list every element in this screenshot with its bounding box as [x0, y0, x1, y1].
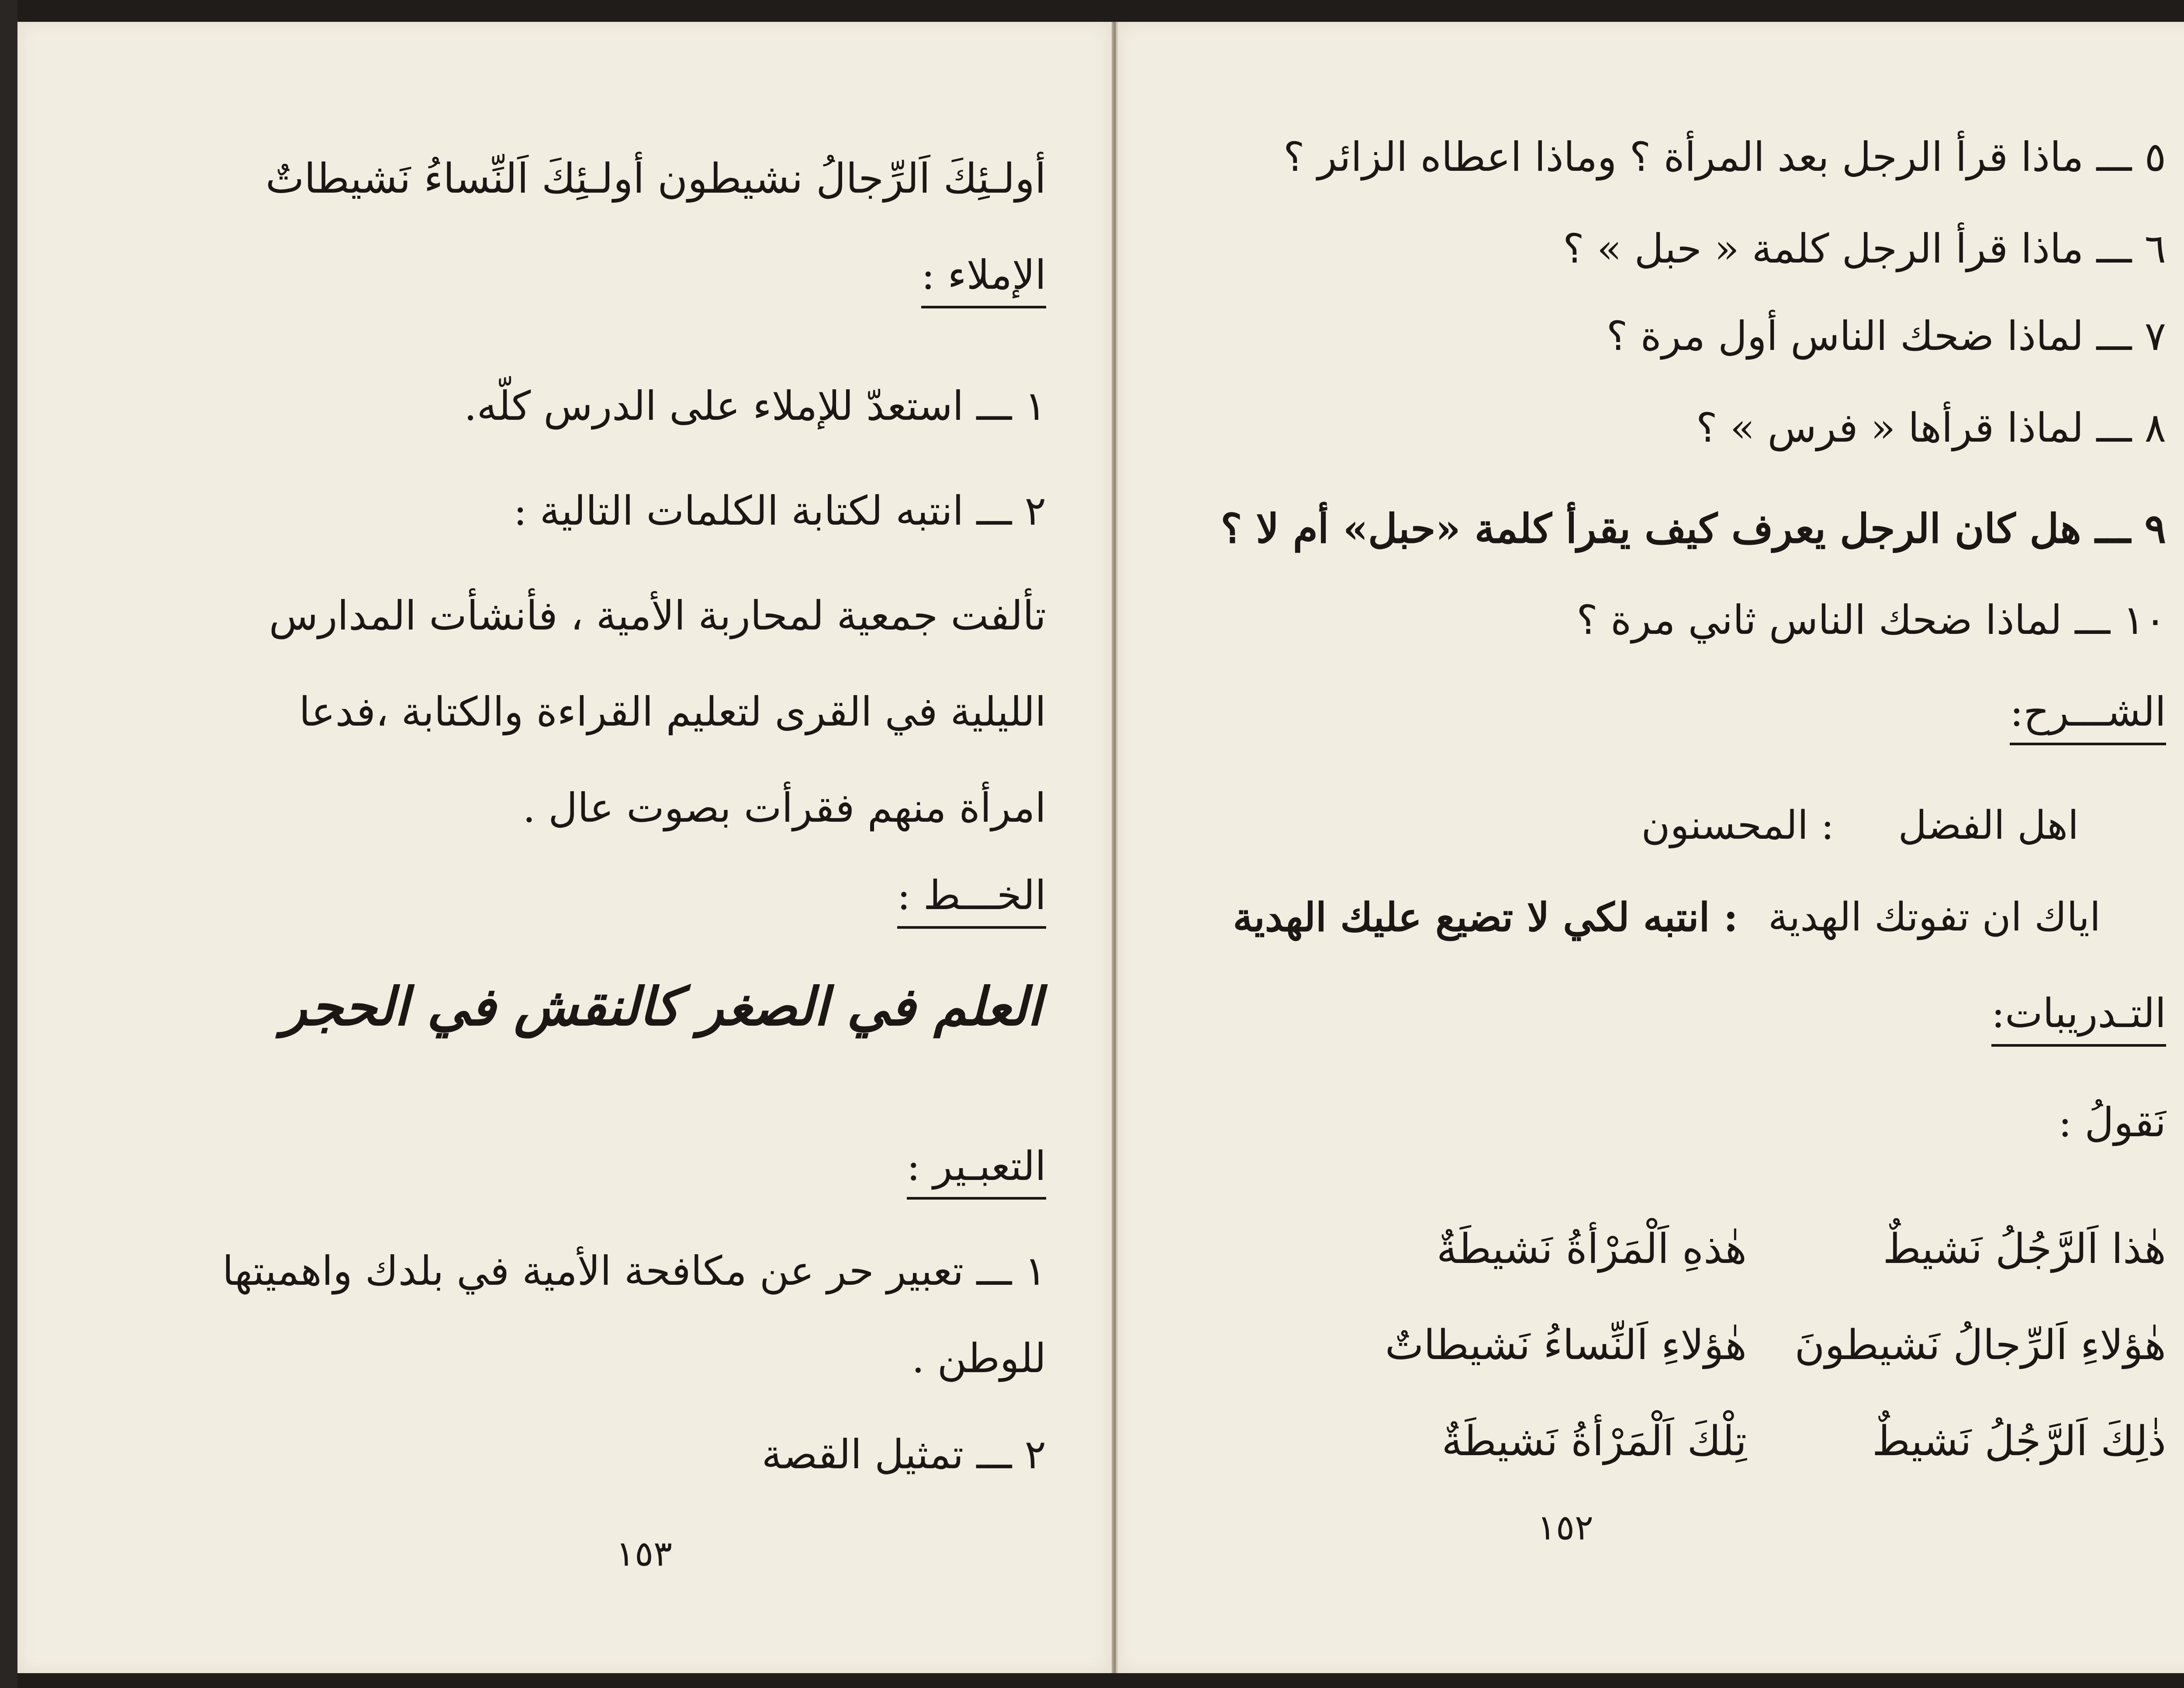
example-pair-1: [1371, 1223, 2166, 1276]
demonstrative-line: أولـئِكَ اَلرِّجالُ نشيطون أولـئِكَ اَلنِّساءُ نَشيطاتٌ: [265, 155, 1046, 203]
tabir-heading: التعبـير :: [907, 1140, 1046, 1200]
sharh-heading: الشـــرح:: [2010, 686, 2166, 745]
question-9: ٩ ـــ هل كان الرجل يعرف كيف يقرأ كلمة «حبل» أم لا ؟: [1220, 505, 2166, 552]
example-masculine: هٰؤلاءِ اَلرِّجالُ نَشيطونَ: [1794, 1321, 2166, 1369]
definition-term: اهل الفضل: [1898, 802, 2079, 848]
definition-row-2: [1233, 891, 2101, 944]
example-feminine: تِلْكَ اَلْمَرْأةُ نَشيطَةٌ: [1441, 1418, 1747, 1465]
left-page-column: [85, 22, 1046, 1638]
tabir-item-2: ٢ ـــ تمثيل القصة: [761, 1431, 1046, 1478]
definition-term: اياك ان تفوتك الهدية: [1768, 894, 2101, 940]
question-7: ٧ ـــ لماذا ضحك الناس أول مرة ؟: [1606, 313, 2166, 360]
tadribat-heading: التـدريبات:: [1991, 987, 2166, 1047]
left-page: [17, 22, 1113, 1673]
question-6: ٦ ـــ ماذا قرأ الرجل كلمة « حبل » ؟: [1563, 225, 2166, 272]
example-pair-3: [1371, 1415, 2166, 1468]
page-number-right: ١٥٢: [1537, 1507, 1593, 1548]
page-number-left: ١٥٣: [616, 1533, 672, 1574]
paragraph-line-1: تألفت جمعية لمحاربة الأمية ، فأنشأت المدارس: [269, 592, 1046, 639]
definition-meaning: : انتبه لكي لا تضيع عليك الهدية: [1233, 894, 1738, 941]
tabir-item-1-cont: للوطن .: [912, 1335, 1046, 1382]
khatt-heading: الخـــط :: [897, 869, 1046, 929]
right-page-column: [1161, 22, 2166, 1638]
example-feminine: هٰذهِ اَلْمَرْأةُ نَشيطَةٌ: [1436, 1225, 1747, 1273]
imla-item-2: ٢ ـــ انتبه لكتابة الكلمات التالية :: [513, 488, 1046, 534]
example-masculine: هٰذا اَلرَّجُلُ نَشيطٌ: [1883, 1225, 2166, 1273]
example-feminine: هٰؤلاءِ اَلنِّساءُ نَشيطاتٌ: [1385, 1321, 1747, 1369]
question-5: ٥ ـــ ماذا قرأ الرجل بعد المرأة ؟ وماذا اعطاه الزائر ؟: [1283, 134, 2166, 180]
definition-meaning: : المحسنون: [1641, 802, 1834, 848]
paragraph-line-2: الليلية في القرى لتعليم القراءة والكتابة ،فدعا: [299, 688, 1046, 735]
calligraphy-line: العلم في الصغر كالنقش في الحجر: [281, 976, 1042, 1038]
paragraph-line-3: امرأة منهم فقرأت بصوت عال .: [522, 785, 1046, 831]
right-page: [1116, 22, 2184, 1673]
board-edge-left: [0, 0, 17, 1688]
example-pair-2: [1371, 1319, 2166, 1372]
tabir-item-1: ١ ـــ تعبير حر عن مكافحة الأمية في بلدك واهميتها: [222, 1248, 1046, 1294]
question-10: ١٠ ـــ لماذا ضحك الناس ثاني مرة ؟: [1576, 597, 2166, 643]
example-masculine: ذٰلِكَ اَلرَّجُلُ نَشيطٌ: [1872, 1418, 2166, 1465]
question-8: ٨ ـــ لماذا قرأها « فرس » ؟: [1696, 405, 2166, 451]
imla-item-1: ١ ـــ استعدّ للإملاء على الدرس كلّه.: [464, 383, 1046, 429]
imla-heading: الإملاء :: [921, 249, 1046, 308]
definition-row-1: [1642, 799, 2079, 852]
naqul-label: نَقولُ :: [2058, 1099, 2166, 1146]
